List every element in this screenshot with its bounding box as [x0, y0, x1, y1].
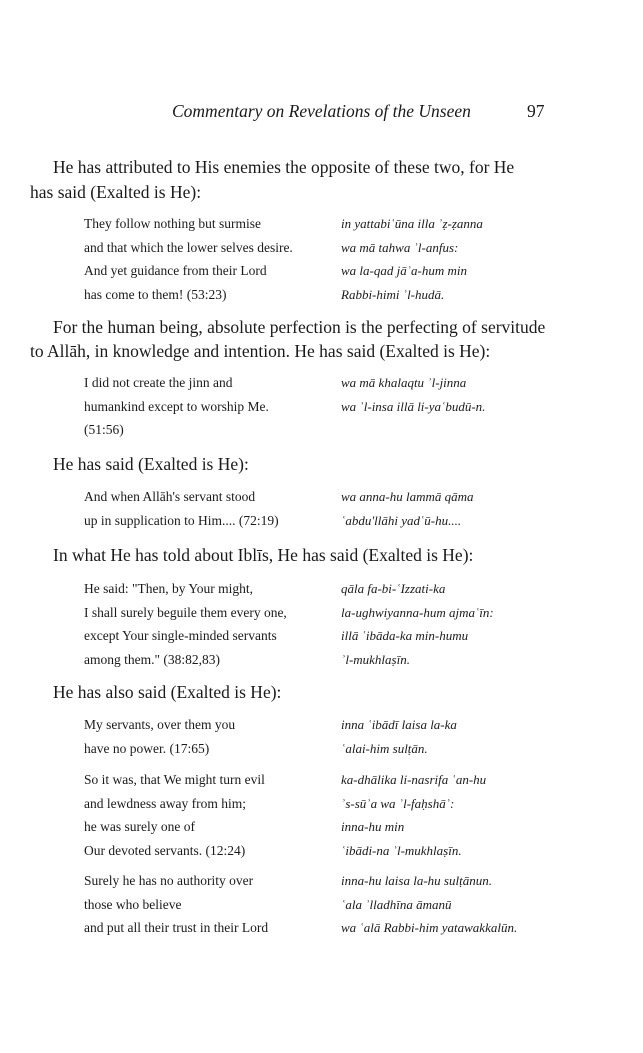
verse-line: [84, 511, 564, 535]
verse-english: So it was, that We might turn evil: [84, 772, 265, 787]
verse-english: And yet guidance from their Lord: [84, 263, 267, 279]
verse-block: [84, 487, 564, 534]
verse-english: those who believe: [84, 896, 182, 912]
verse-english: up in supplication to Him.... (72:19): [84, 512, 279, 528]
verse-english: I shall surely beguile them every one,: [84, 604, 287, 620]
verse-english: and put all their trust in their Lord: [84, 920, 269, 936]
verse-transliteration: in yattabiʿūna illa ʾẓ-ẓanna: [341, 216, 483, 231]
verse-english: and lewdness away from him;: [84, 795, 246, 811]
verse-line: [84, 373, 564, 397]
verse-line: [84, 420, 564, 444]
verse-line: [84, 626, 564, 650]
paragraph-line: In what He has told about Iblīs, He has said (Exalted is He):: [53, 545, 474, 565]
paragraph-line: He has attributed to His enemies the opposite of these two, for He: [53, 157, 515, 177]
verse-english: have no power. (17:65): [84, 740, 210, 756]
verse-english: Surely he has no authority over: [84, 873, 254, 888]
verse-transliteration: ʿibādi-na ʾl-mukhlaṣīn.: [341, 843, 462, 859]
verse-line: [84, 261, 564, 285]
paragraph-line: to Allāh, in knowledge and intention. He has said (Exalted is He):: [30, 341, 491, 361]
verse-english: and that which the lower selves desire.: [84, 239, 293, 255]
verse-transliteration: ʿala ʾlladhīna āmanū: [341, 896, 452, 912]
paragraph-line: He has said (Exalted is He):: [53, 454, 249, 474]
verse-transliteration: qāla fa-bi-ʿIzzati-ka: [341, 581, 446, 596]
verse-english: (51:56): [84, 422, 124, 438]
verse-transliteration: ʿabdu'llāhi yadʿū-hu....: [341, 512, 462, 528]
verse-transliteration: wa la-qad jāʾa-hum min: [341, 263, 468, 279]
verse-english: except Your single-minded servants: [84, 628, 277, 644]
verse-line: [84, 895, 564, 919]
verse-english: They follow nothing but surmise: [84, 216, 261, 231]
verse-transliteration: inna ʿibādī laisa la-ka: [341, 717, 457, 732]
verse-transliteration: ʿalai-him sulṭān.: [341, 740, 428, 756]
verse-line: [84, 214, 564, 238]
verse-transliteration: wa ʿalā Rabbi-him yatawakkalūn.: [341, 920, 518, 936]
verse-english: has come to them! (53:23): [84, 287, 227, 303]
verse-block: [84, 715, 564, 762]
page-number: 97: [527, 101, 545, 121]
paragraph-line: For the human being, absolute perfection is the perfecting of servitude: [53, 317, 546, 337]
verse-line: [84, 285, 564, 309]
verse-line: [84, 817, 564, 841]
verse-english: My servants, over them you: [84, 717, 236, 732]
verse-line: [84, 770, 564, 794]
verse-transliteration: wa ʾl-insa illā li-yaʿbudū-n.: [341, 398, 486, 414]
verse-english: I did not create the jinn and: [84, 375, 233, 390]
verse-transliteration: ʾs-sūʾa wa ʾl-faḥshāʾ:: [341, 795, 455, 811]
verse-block: [84, 770, 564, 865]
verse-line: [84, 739, 564, 763]
verse-line: [84, 603, 564, 627]
verse-transliteration: inna-hu laisa la-hu sulṭānun.: [341, 873, 492, 888]
verse-transliteration: la-ughwiyanna-hum ajmaʿīn:: [341, 604, 494, 620]
verse-line: [84, 579, 564, 603]
verse-transliteration: wa mā tahwa ʾl-anfus:: [341, 239, 459, 255]
verse-line: [84, 794, 564, 818]
verse-block: [84, 871, 564, 942]
verse-transliteration: wa mā khalaqtu ʾl-jinna: [341, 375, 467, 390]
verse-english: he was surely one of: [84, 819, 195, 835]
verse-line: [84, 487, 564, 511]
verse-line: [84, 397, 564, 421]
verse-transliteration: Rabbi-himi ʾl-hudā.: [341, 287, 445, 303]
verse-transliteration: ʾl-mukhlaṣīn.: [341, 652, 410, 668]
running-title: Commentary on Revelations of the Unseen: [172, 101, 471, 121]
verse-block: [84, 214, 564, 309]
paragraph-line: has said (Exalted is He):: [30, 182, 202, 202]
verse-transliteration: illā ʿibāda-ka min-humu: [341, 628, 469, 644]
verse-english: humankind except to worship Me.: [84, 398, 269, 414]
verse-line: [84, 918, 564, 942]
verse-english: He said: "Then, by Your might,: [84, 581, 254, 596]
verse-english: Our devoted servants. (12:24): [84, 843, 246, 859]
verse-english: And when Allāh's servant stood: [84, 489, 256, 504]
verse-block: [84, 579, 564, 674]
verse-transliteration: wa anna-hu lammā qāma: [341, 489, 474, 504]
verse-line: [84, 650, 564, 674]
verse-transliteration: ka-dhālika li-nasrifa ʿan-hu: [341, 772, 487, 787]
verse-line: [84, 238, 564, 262]
paragraph-line: He has also said (Exalted is He):: [53, 682, 282, 702]
verse-english: among them." (38:82,83): [84, 652, 220, 668]
verse-block: [84, 373, 564, 444]
verse-transliteration: inna-hu min: [341, 819, 405, 835]
verse-line: [84, 715, 564, 739]
verse-line: [84, 871, 564, 895]
verse-line: [84, 841, 564, 865]
